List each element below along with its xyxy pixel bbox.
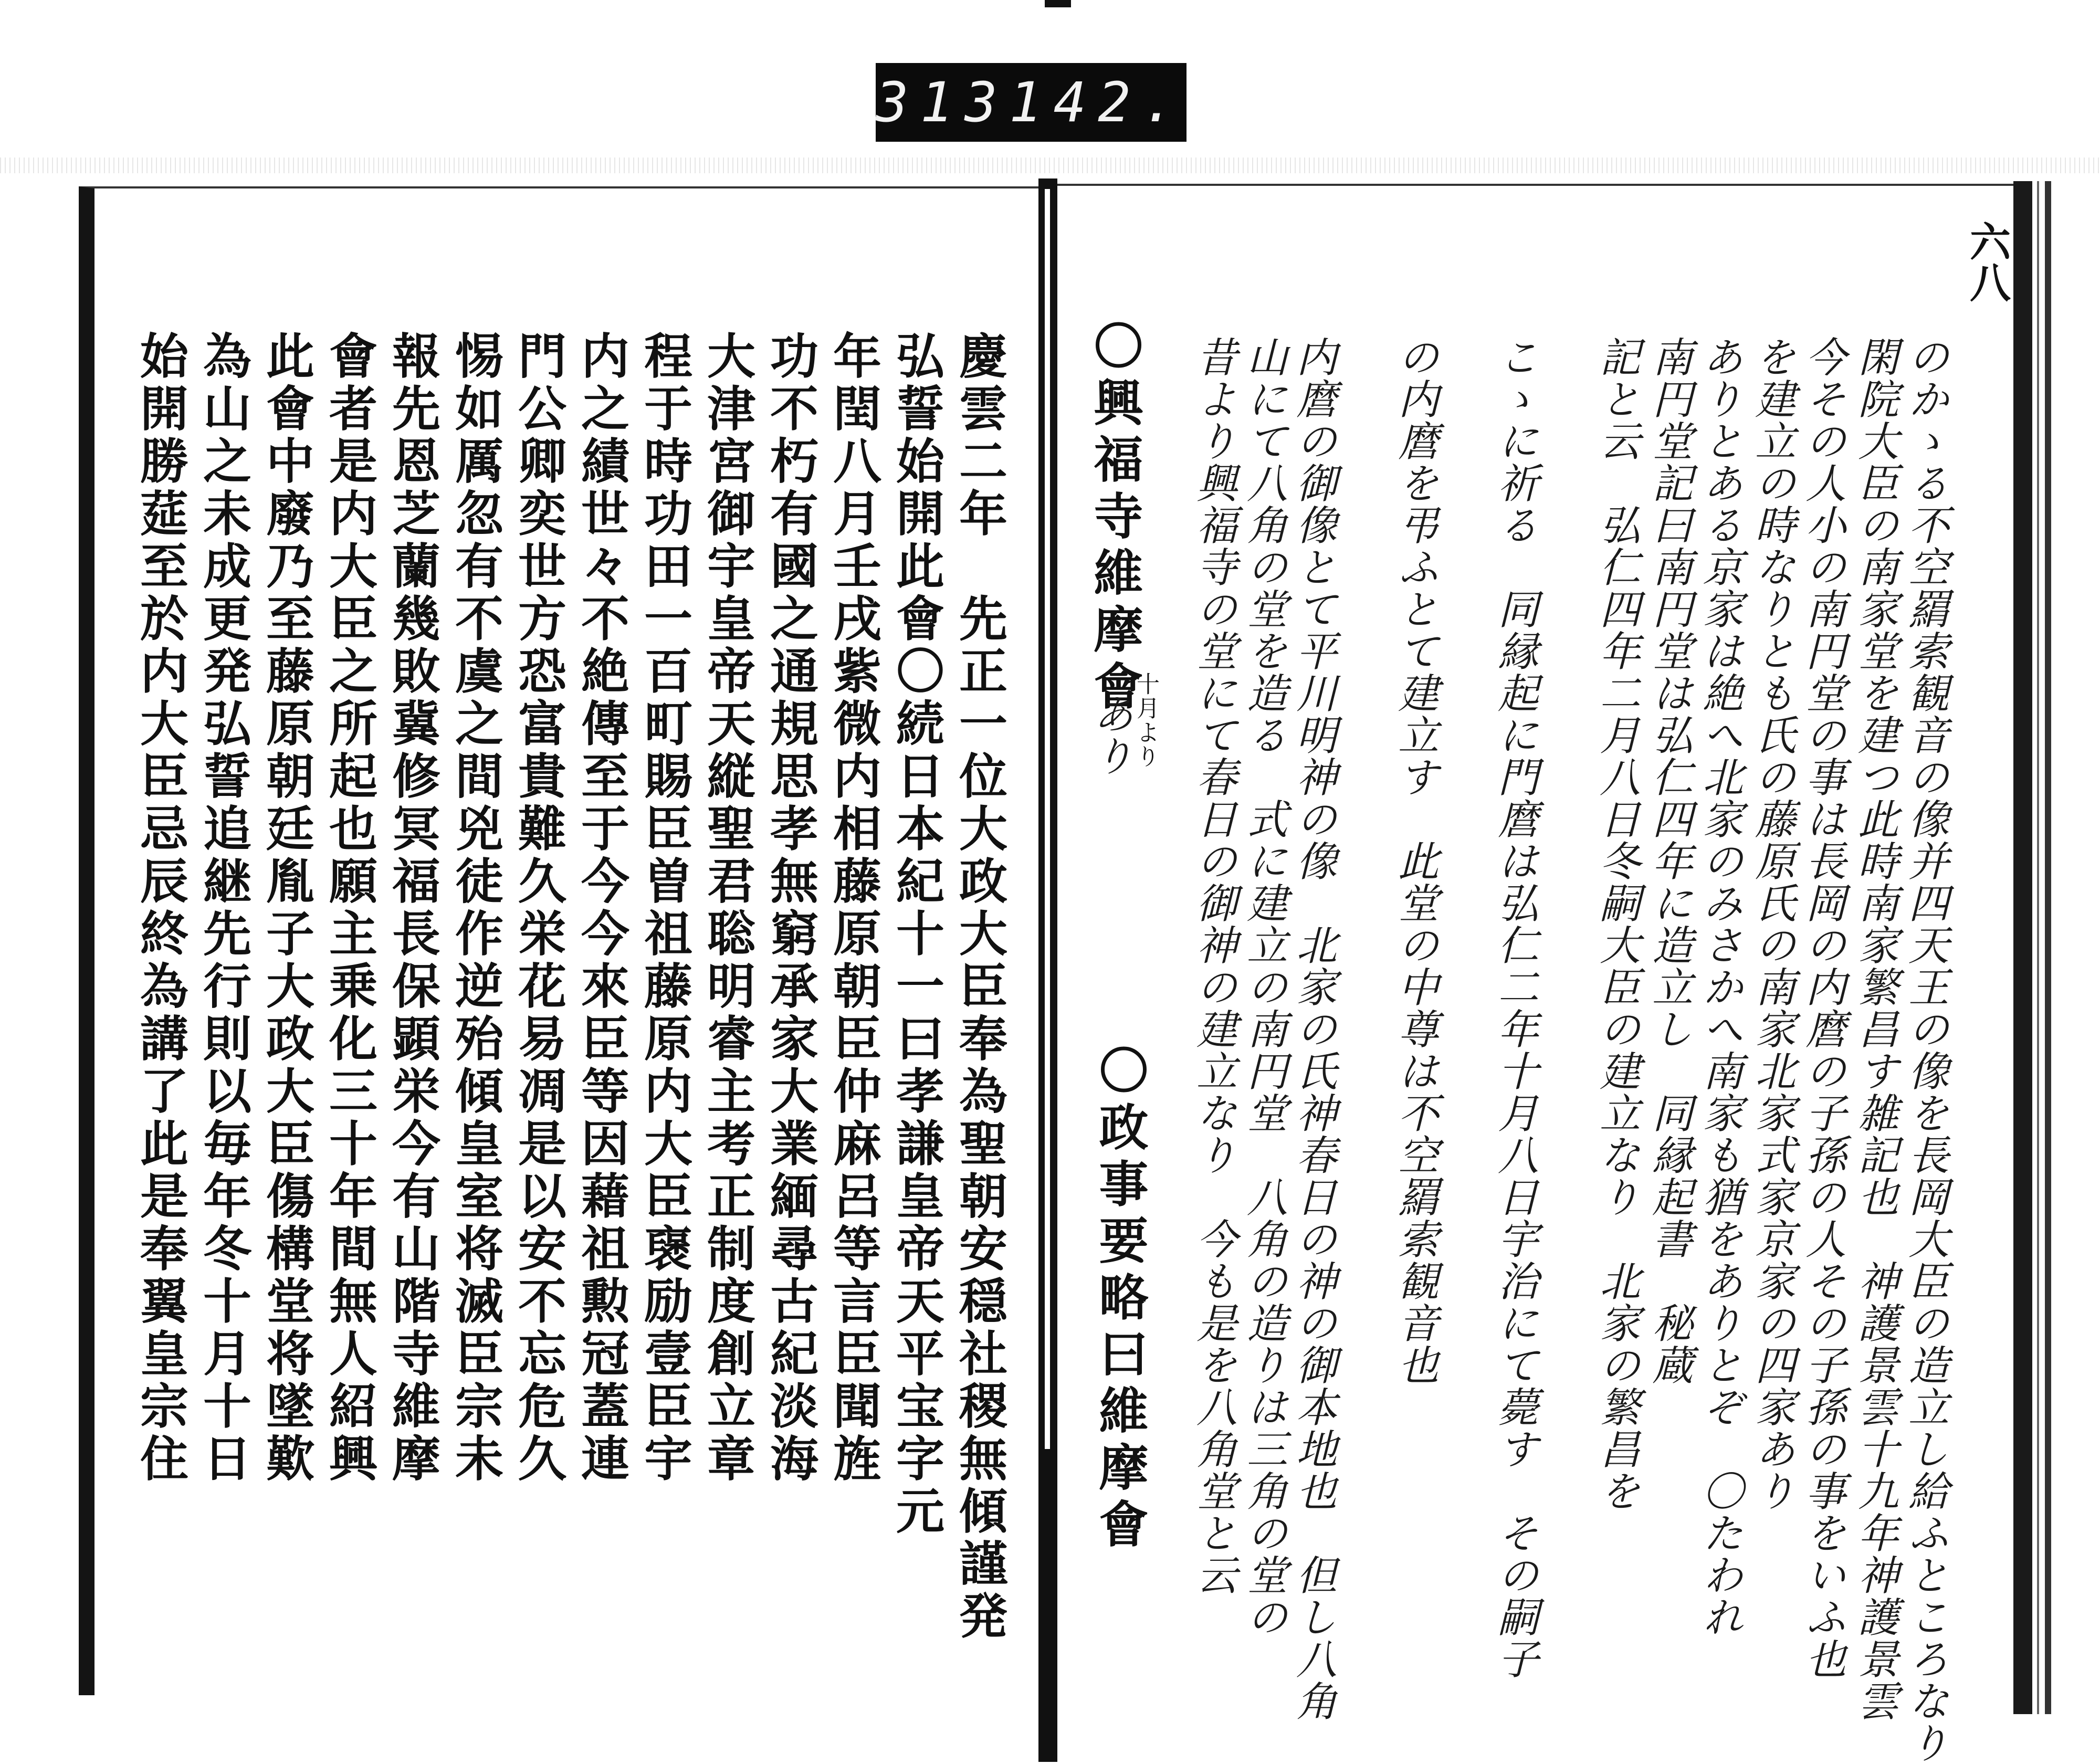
right-col-6: 南円堂記曰南円堂は弘仁四年に造立し 同縁起書 秘蔵: [1645, 336, 1693, 1386]
right-col-8: こゝに祈る 同縁起に門麿は弘仁二年十月八日宇治にて薨す その嗣子: [1491, 336, 1538, 1680]
next-page-edge-line: [2045, 181, 2051, 1714]
left-col-7: 内之績世々不絶傳至于今今來臣等因藉祖勲冠蓋連: [573, 331, 630, 1486]
left-col-13: 為山之未成更発弘誓追継先行則以毎年冬十月十日: [195, 331, 252, 1486]
right-col-11: 山にて八角の堂を造る 式に建立の南円堂 八角の造りは三角の堂の: [1240, 336, 1287, 1638]
frame-number-left: 313: [876, 70, 1009, 134]
frame-number-label: [876, 63, 1186, 142]
left-col-5: 大津宮御宇皇帝天縦聖君聡明睿主考正制度創立章: [699, 331, 756, 1486]
right-col-2: 閑院大臣の南家堂を建つ此時南家繁昌す雑記也 神護景雲十九年神護景雲: [1851, 336, 1898, 1722]
right-col-9: の内麿を弔ふとて建立す 此堂の中尊は不空羂索観音也: [1391, 336, 1438, 1386]
left-col-8: 門公卿奕世方恐富貴難久栄花易凋是以安不忘危久: [510, 331, 567, 1486]
left-col-4: 功不朽有國之通規思孝無窮承家大業緬尋古紀淡海: [762, 331, 819, 1486]
right-col-1: のかゝる不空羂索観音の像并四天王の像を長岡大臣の造立し給ふところなり: [1902, 336, 1949, 1764]
left-col-1: 慶雲二年 先正一位大政大臣奉為聖朝安穏社稷無傾謹発: [951, 331, 1008, 1643]
page-number: 六八: [1963, 220, 2011, 302]
right-col-7: 記と云 弘仁四年二月八日冬嗣大臣の建立なり 北家の繁昌を: [1593, 336, 1640, 1512]
right-col-3: 今その人小の南円堂の事は長岡の内麿の子孫の人その子孫の事をいふ也: [1799, 336, 1846, 1680]
left-col-14: 始開勝莚至於内大臣忌辰終為講了此是奉翼皇宗住: [132, 331, 189, 1486]
scan-grain-strip: [0, 158, 2100, 173]
top-edge-mark: [1045, 0, 1071, 7]
right-col-4: を建立の時なりとも氏の藤原氏の南家北家式家京家の四家あり: [1748, 336, 1796, 1512]
vimala-tail: あり: [1086, 693, 1133, 777]
right-col-10: 内麿の御像とて平川明神の像 北家の氏神春日の神の御本地也 但し八角: [1289, 336, 1337, 1722]
vimala-note: 十月より: [1132, 672, 1159, 769]
left-col-10: 報先恩芝蘭幾敗冀修冥福長保顕栄今有山階寺維摩: [384, 331, 441, 1486]
left-col-11: 會者是内大臣之所起也願主乗化三十年間無人紹興: [321, 331, 378, 1486]
gutter-highlight: [1045, 189, 1050, 1449]
frame-number-right: 142.: [1009, 70, 1187, 134]
vimala-heading: 〇興福寺維摩會: [1085, 320, 1143, 717]
right-col-12: 昔より興福寺の堂にて春日の御神の建立なり 今も是を八角堂と云: [1190, 336, 1237, 1596]
right-page-edge: [2013, 181, 2032, 1714]
left-col-12: 此會中廢乃至藤原朝廷胤子大政大臣傷構堂将墜歎: [258, 331, 315, 1486]
left-col-6: 程于時功田一百町賜臣曽祖藤原内大臣襃励壹臣宇: [636, 331, 693, 1486]
section-heading: 〇政事要略曰維摩會: [1090, 1045, 1148, 1555]
left-col-2: 弘誓始開此會〇続日本紀十一曰孝謙皇帝天平宝字元: [888, 331, 945, 1538]
left-col-9: 惕如厲忽有不虞之間兇徒作逆殆傾皇室将滅臣宗未: [447, 331, 504, 1486]
left-col-3: 年閏八月壬戌紫微内相藤原朝臣仲麻呂等言臣聞旌: [825, 331, 882, 1486]
right-col-5: ありとある京家は絶へ北家のみさかへ南家も猶をありとぞ 〇たわれ: [1696, 336, 1743, 1638]
